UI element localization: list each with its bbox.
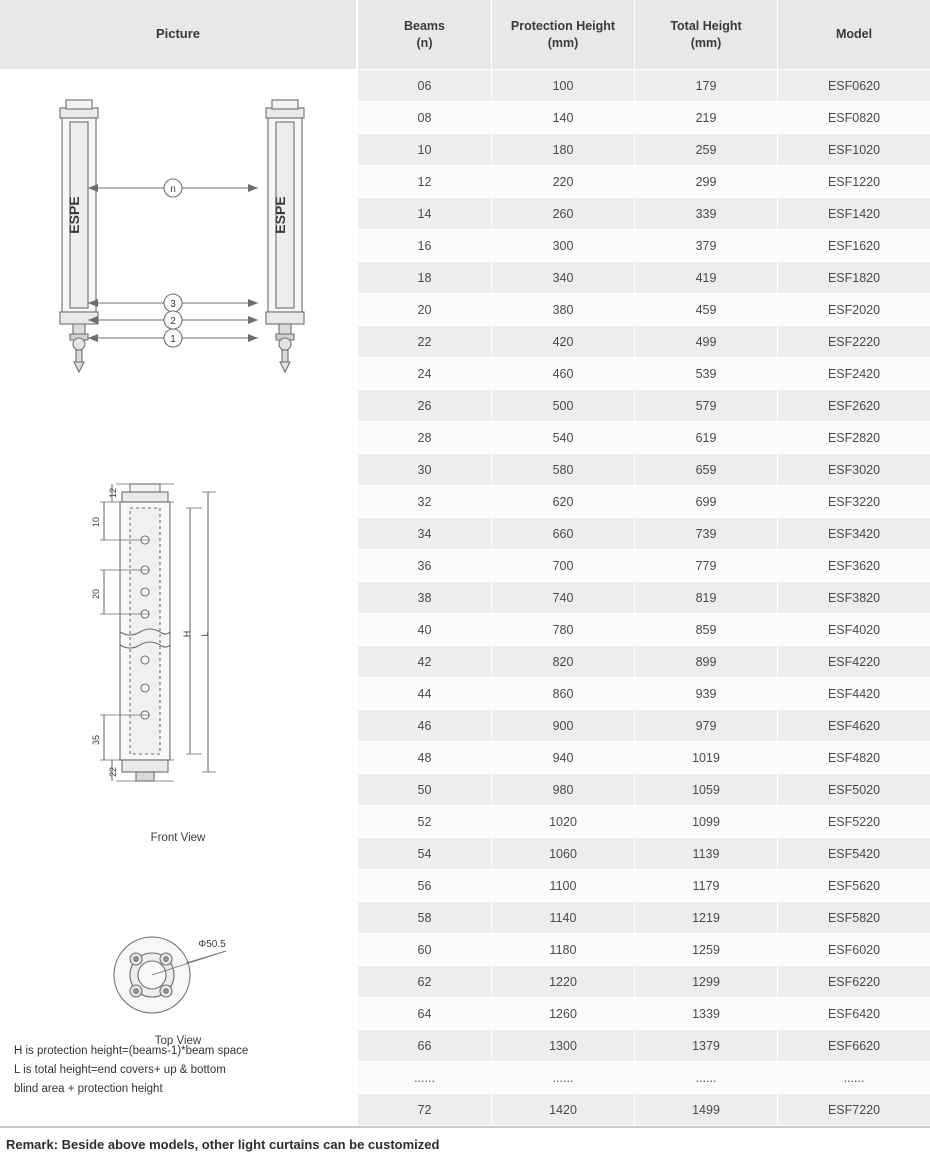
cell-protection-height: 940 [491,742,634,774]
cell-protection-height: 1100 [491,870,634,902]
cell-total-height: ...... [634,1062,777,1094]
cell-beams: 46 [357,710,491,742]
cell-beams: 10 [357,134,491,166]
cell-total-height: 699 [634,486,777,518]
cell-total-height: 579 [634,390,777,422]
cell-beams: 48 [357,742,491,774]
cell-model: ESF4820 [777,742,930,774]
cell-model: ESF3020 [777,454,930,486]
beam-diagram [18,88,348,428]
svg-text:12: 12 [108,487,118,499]
cell-model: ESF4220 [777,646,930,678]
cell-beams: 60 [357,934,491,966]
table-row [357,230,930,262]
cell-total-height: 979 [634,710,777,742]
cell-protection-height: 980 [491,774,634,806]
note-line-1: H is protection height=(beams-1)*beam space [14,1045,249,1058]
data-columns [357,0,930,1126]
cell-protection-height: 1220 [491,966,634,998]
cell-beams: 62 [357,966,491,998]
cell-beams: 30 [357,454,491,486]
cell-protection-height: 1300 [491,1030,634,1062]
cell-model: ESF5820 [777,902,930,934]
cell-beams: 66 [357,1030,491,1062]
svg-text:35: 35 [91,734,101,746]
cell-total-height: 379 [634,230,777,262]
header-protection-height [491,0,634,70]
table-row [357,710,930,742]
cell-model: ESF6220 [777,966,930,998]
svg-text:22: 22 [108,766,118,778]
header-picture [0,0,356,70]
cell-protection-height: 380 [491,294,634,326]
table-row [357,70,930,102]
header-total-line1: Total Height [670,19,742,34]
cell-model: ESF5020 [777,774,930,806]
cell-total-height: 1019 [634,742,777,774]
cell-total-height: 179 [634,70,777,102]
cell-beams: 54 [357,838,491,870]
cell-beams: 58 [357,902,491,934]
cell-beams: 14 [357,198,491,230]
cell-total-height: 1299 [634,966,777,998]
cell-model: ESF1820 [777,262,930,294]
table-row [357,1030,930,1062]
svg-text:n: n [170,184,176,195]
header-picture-label: Picture [155,26,201,42]
cell-beams: 72 [357,1094,491,1126]
svg-text:L: L [200,631,210,637]
cell-protection-height: 780 [491,614,634,646]
table-row [357,806,930,838]
table-row [357,1062,930,1094]
picture-column [0,0,357,1126]
table-row [357,454,930,486]
cell-protection-height: 740 [491,582,634,614]
cell-model: ESF4020 [777,614,930,646]
cell-total-height: 619 [634,422,777,454]
cell-model: ESF3620 [777,550,930,582]
cell-total-height: 739 [634,518,777,550]
table-row [357,294,930,326]
cell-total-height: 259 [634,134,777,166]
note-line-2: L is total height=end covers+ up & bottom [14,1064,226,1077]
header-model [777,0,930,70]
svg-text:ESPE: ESPE [66,196,82,234]
table-row [357,582,930,614]
table-row [357,1094,930,1126]
cell-beams: 12 [357,166,491,198]
header-protection-line1: Protection Height [510,19,616,34]
table-row [357,966,930,998]
cell-protection-height: 660 [491,518,634,550]
remark-line [0,1126,930,1152]
cell-total-height: 1219 [634,902,777,934]
cell-protection-height: 700 [491,550,634,582]
cell-beams: 64 [357,998,491,1030]
header-protection-line2: (mm) [547,35,579,50]
cell-model: ESF3820 [777,582,930,614]
svg-text:2: 2 [170,316,176,327]
cell-total-height: 219 [634,102,777,134]
cell-protection-height: 140 [491,102,634,134]
cell-model: ESF3420 [777,518,930,550]
table-row [357,646,930,678]
cell-beams: 16 [357,230,491,262]
cell-protection-height: 220 [491,166,634,198]
cell-protection-height: 1420 [491,1094,634,1126]
table-row [357,614,930,646]
cell-total-height: 819 [634,582,777,614]
table-row [357,390,930,422]
cell-total-height: 779 [634,550,777,582]
cell-total-height: 859 [634,614,777,646]
cell-total-height: 899 [634,646,777,678]
cell-model: ESF4620 [777,710,930,742]
cell-protection-height: 100 [491,70,634,102]
svg-text:10: 10 [91,516,101,528]
remark-text: Remark: Beside above models, other light curtains can be customized [6,1137,440,1152]
header-beams-line2: (n) [416,35,433,50]
cell-model: ESF6620 [777,1030,930,1062]
cell-total-height: 419 [634,262,777,294]
cell-total-height: 1379 [634,1030,777,1062]
notes-block [14,1042,248,1099]
table-header-row [357,0,930,70]
cell-beams: 56 [357,870,491,902]
cell-total-height: 1339 [634,998,777,1030]
top-view-drawing [100,925,280,1025]
table-row [357,134,930,166]
cell-beams: ...... [357,1062,491,1094]
cell-beams: 44 [357,678,491,710]
cell-protection-height: 300 [491,230,634,262]
cell-model: ESF2020 [777,294,930,326]
cell-beams: 40 [357,614,491,646]
cell-protection-height: 1260 [491,998,634,1030]
table-row [357,870,930,902]
cell-total-height: 1059 [634,774,777,806]
cell-total-height: 659 [634,454,777,486]
table-row [357,486,930,518]
table-row [357,358,930,390]
cell-model: ESF3220 [777,486,930,518]
table-row [357,422,930,454]
cell-model: ESF2620 [777,390,930,422]
table-row [357,198,930,230]
cell-beams: 08 [357,102,491,134]
cell-protection-height: 420 [491,326,634,358]
cell-beams: 34 [357,518,491,550]
table-row [357,102,930,134]
cell-beams: 42 [357,646,491,678]
cell-model: ESF7220 [777,1094,930,1126]
table-body [357,70,930,1126]
header-total-height [634,0,777,70]
cell-model: ESF2420 [777,358,930,390]
svg-text:20: 20 [91,588,101,600]
cell-protection-height: ...... [491,1062,634,1094]
table-row [357,934,930,966]
table-row [357,838,930,870]
cell-protection-height: 1140 [491,902,634,934]
cell-beams: 22 [357,326,491,358]
cell-total-height: 1099 [634,806,777,838]
top-view-caption: Top View [154,1035,202,1047]
cell-protection-height: 540 [491,422,634,454]
cell-total-height: 499 [634,326,777,358]
cell-total-height: 1499 [634,1094,777,1126]
cell-protection-height: 580 [491,454,634,486]
cell-protection-height: 460 [491,358,634,390]
svg-text:H: H [182,630,192,638]
cell-protection-height: 180 [491,134,634,166]
cell-model: ESF1020 [777,134,930,166]
table-row [357,550,930,582]
note-line-3: blind area + protection height [14,1083,163,1096]
cell-protection-height: 500 [491,390,634,422]
cell-model: ESF6020 [777,934,930,966]
table-row [357,262,930,294]
cell-model: ESF5220 [777,806,930,838]
header-beams-line1: Beams [404,19,445,34]
cell-beams: 36 [357,550,491,582]
svg-text:1: 1 [170,334,176,345]
cell-beams: 38 [357,582,491,614]
cell-protection-height: 340 [491,262,634,294]
front-view-drawing [90,470,270,810]
drawings-area [0,70,356,1105]
cell-total-height: 1139 [634,838,777,870]
cell-beams: 06 [357,70,491,102]
cell-total-height: 939 [634,678,777,710]
header-model-label: Model [835,27,873,42]
cell-protection-height: 900 [491,710,634,742]
cell-total-height: 1259 [634,934,777,966]
cell-model: ESF5620 [777,870,930,902]
table-row [357,774,930,806]
header-total-line2: (mm) [690,35,722,50]
table-row [357,166,930,198]
cell-protection-height: 820 [491,646,634,678]
table-row [357,518,930,550]
front-view-caption: Front View [150,832,206,844]
table-row [357,326,930,358]
cell-beams: 18 [357,262,491,294]
cell-total-height: 1179 [634,870,777,902]
cell-model: ESF2820 [777,422,930,454]
svg-text:3: 3 [170,299,176,310]
cell-model: ...... [777,1062,930,1094]
cell-beams: 52 [357,806,491,838]
svg-text:ESPE: ESPE [272,196,288,234]
cell-beams: 26 [357,390,491,422]
cell-beams: 28 [357,422,491,454]
cell-protection-height: 1060 [491,838,634,870]
table-row [357,902,930,934]
cell-model: ESF5420 [777,838,930,870]
cell-beams: 50 [357,774,491,806]
cell-protection-height: 620 [491,486,634,518]
cell-protection-height: 860 [491,678,634,710]
cell-total-height: 299 [634,166,777,198]
cell-beams: 24 [357,358,491,390]
cell-total-height: 459 [634,294,777,326]
cell-model: ESF0820 [777,102,930,134]
table-row [357,998,930,1030]
cell-model: ESF1420 [777,198,930,230]
header-beams [357,0,491,70]
cell-model: ESF6420 [777,998,930,1030]
table-row [357,678,930,710]
cell-model: ESF1220 [777,166,930,198]
cell-beams: 32 [357,486,491,518]
cell-model: ESF2220 [777,326,930,358]
cell-model: ESF0620 [777,70,930,102]
cell-protection-height: 1180 [491,934,634,966]
table-row [357,742,930,774]
top-view-diameter-label: Φ50.5 [198,939,226,950]
cell-protection-height: 1020 [491,806,634,838]
cell-beams: 20 [357,294,491,326]
cell-model: ESF4420 [777,678,930,710]
cell-total-height: 339 [634,198,777,230]
cell-model: ESF1620 [777,230,930,262]
cell-total-height: 539 [634,358,777,390]
cell-protection-height: 260 [491,198,634,230]
